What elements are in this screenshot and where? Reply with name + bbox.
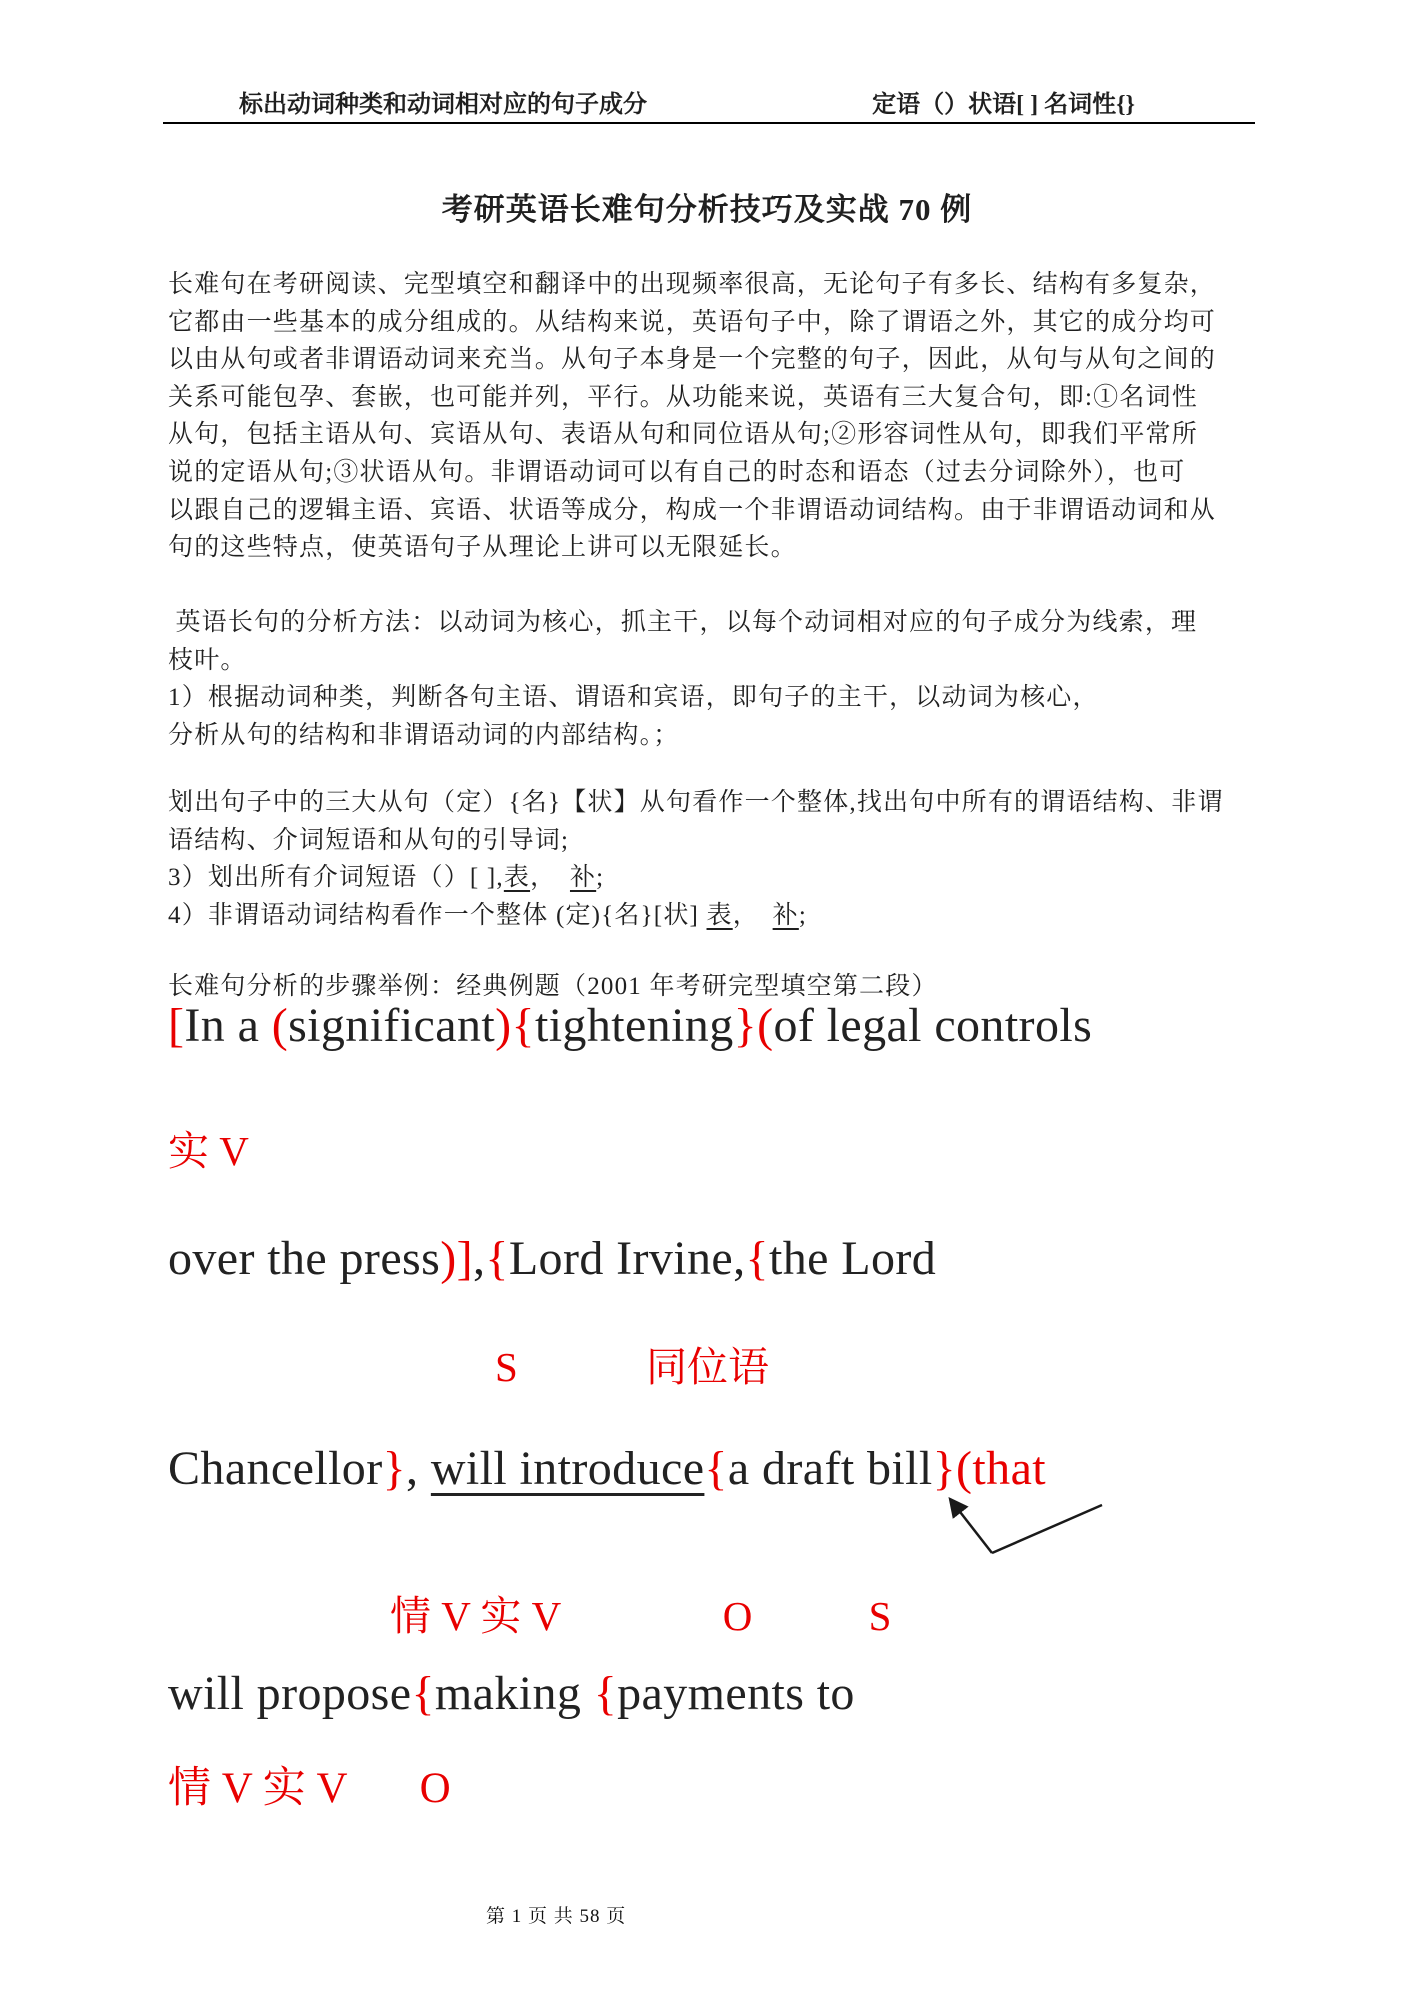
sentence-segment: 4）非谓语动词结构看作一个整体 (定){名}[状]	[168, 901, 707, 929]
text-line: 关系可能包孕、套嵌，也可能并列，平行。从功能来说，英语有三大复合句，即:①名词性	[168, 383, 1198, 411]
sentence-segment: payments to	[617, 1667, 855, 1720]
grammar-label: S	[868, 1593, 892, 1639]
sentence-segment: {	[745, 1232, 769, 1285]
sentence-segment: {	[511, 999, 535, 1052]
grammar-label-row	[168, 1334, 769, 1393]
sentence-segment: significant	[288, 999, 496, 1052]
example-intro-line: 长难句分析的步骤举例：经典例题（2001 年考研完型填空第二段）	[168, 973, 938, 1000]
sentence-segment: {	[704, 1442, 728, 1495]
sentence-segment: making	[434, 1667, 594, 1720]
sentence-segment: {	[485, 1232, 509, 1285]
text-line: 它都由一些基本的成分组成的。从结构来说，英语句子中，除了谓语之外，其它的成分均可	[168, 308, 1217, 336]
text-line-rich	[168, 859, 1250, 897]
grammar-label: 情 V 实 V	[390, 1593, 561, 1639]
analysed-sentence-line-1	[168, 998, 1092, 1053]
text-line: 1）根据动词种类，判断各句主语、谓语和宾语，即句子的主干，以动词为核心，	[168, 684, 1099, 712]
sentence-segment: the Lord	[769, 1232, 937, 1285]
sentence-segment: (that	[956, 1442, 1047, 1495]
sentence-segment: 3）划出所有介词短语（）[ ],	[168, 864, 504, 892]
sentence-segment: ，	[530, 864, 570, 892]
sentence-segment: 表	[503, 864, 531, 892]
sentence-segment: }	[733, 999, 758, 1052]
header-right-legend: 定语（）状语[ ] 名词性{}	[872, 92, 1135, 118]
sentence-segment: (	[271, 999, 289, 1052]
sentence-segment: )	[495, 999, 512, 1052]
text-line: 以跟自己的逻辑主语、宾语、状语等成分，构成一个非谓语动词结构。由于非谓语动词和从	[168, 496, 1217, 524]
text-line: 语结构、介词短语和从句的引导词;	[168, 826, 570, 854]
sentence-segment: Lord Irvine,	[508, 1232, 746, 1285]
grammar-label: 同位语	[646, 1344, 770, 1390]
sentence-segment: ;	[798, 901, 807, 929]
grammar-label-row	[168, 1754, 451, 1815]
sentence-segment: }	[382, 1442, 407, 1495]
sentence-segment: of legal controls	[773, 999, 1093, 1052]
grammar-label: 实 V	[168, 1128, 249, 1174]
analysed-sentence-line-4	[168, 1666, 855, 1721]
sentence-segment: 补	[772, 901, 799, 929]
page-header	[163, 84, 1255, 124]
text-line: 句的这些特点，使英语句子从理论上讲可以无限延长。	[168, 534, 797, 562]
analysed-sentence-line-2	[168, 1231, 936, 1286]
header-left-text: 标出动词种类和动词相对应的句子成分	[239, 92, 647, 118]
sentence-segment: will introduce	[430, 1442, 705, 1495]
method-paragraph	[168, 604, 1250, 754]
text-line: 划出句子中的三大从句（定）{名}【状】从句看作一个整体,找出句中所有的谓语结构、非谓	[168, 789, 1224, 816]
sentence-segment: )]	[440, 1232, 473, 1285]
sentence-segment: (	[757, 999, 774, 1052]
page-title: 考研英语长难句分析技巧及实战 70 例	[441, 192, 973, 227]
text-line: 分析从句的结构和非谓语动词的内部结构。；	[168, 721, 680, 749]
sentence-segment: [	[168, 999, 185, 1052]
text-line: 从句，包括主语从句、宾语从句、表语从句和同位语从句;②形容词性从句，即我们平常所	[168, 421, 1198, 449]
sentence-segment: }	[932, 1442, 957, 1495]
sentence-segment: ;	[596, 864, 605, 892]
text-line: 英语长句的分析方法：以动词为核心，抓主干，以每个动词相对应的句子成分为线索，理	[168, 609, 1198, 636]
text-line: 说的定语从句;③状语从句。非谓语动词可以有自己的时态和语态（过去分词除外），也可	[168, 458, 1186, 486]
sentence-segment: ,	[406, 1442, 431, 1495]
sentence-segment: ，	[732, 901, 773, 929]
sentence-segment: a draft bill	[727, 1442, 933, 1495]
sentence-segment: tightening	[534, 999, 734, 1052]
grammar-label-row	[168, 1118, 249, 1177]
grammar-label-row	[168, 1583, 891, 1642]
sentence-segment: In a	[184, 999, 272, 1052]
intro-paragraph	[168, 266, 1250, 567]
sentence-segment: {	[411, 1667, 435, 1720]
text-line: 枝叶。	[168, 646, 247, 674]
sentence-segment: 表	[706, 901, 733, 929]
sentence-segment: will propose	[168, 1667, 412, 1720]
grammar-label: O	[419, 1765, 451, 1812]
page-footer: 第 1 页 共 58 页	[486, 1906, 627, 1927]
grammar-label: 情 V 实 V	[168, 1765, 347, 1812]
rules-paragraph	[168, 784, 1250, 934]
grammar-label: S	[495, 1344, 518, 1390]
text-line-rich	[168, 897, 1250, 935]
grammar-label: O	[722, 1593, 753, 1639]
sentence-segment: Chancellor	[168, 1442, 383, 1495]
text-line: 长难句在考研阅读、完型填空和翻译中的出现频率很高，无论句子有多长、结构有多复杂，	[168, 271, 1217, 298]
reference-arrow-icon	[928, 1485, 1113, 1565]
sentence-segment: ,	[472, 1232, 486, 1285]
analysed-sentence-line-3	[168, 1441, 1046, 1496]
sentence-segment: {	[593, 1667, 618, 1720]
sentence-segment: 补	[569, 864, 597, 892]
text-line: 以由从句或者非谓语动词来充当。从句子本身是一个完整的句子，因此，从句与从句之间的	[168, 346, 1217, 374]
sentence-segment: over the press	[168, 1232, 441, 1285]
